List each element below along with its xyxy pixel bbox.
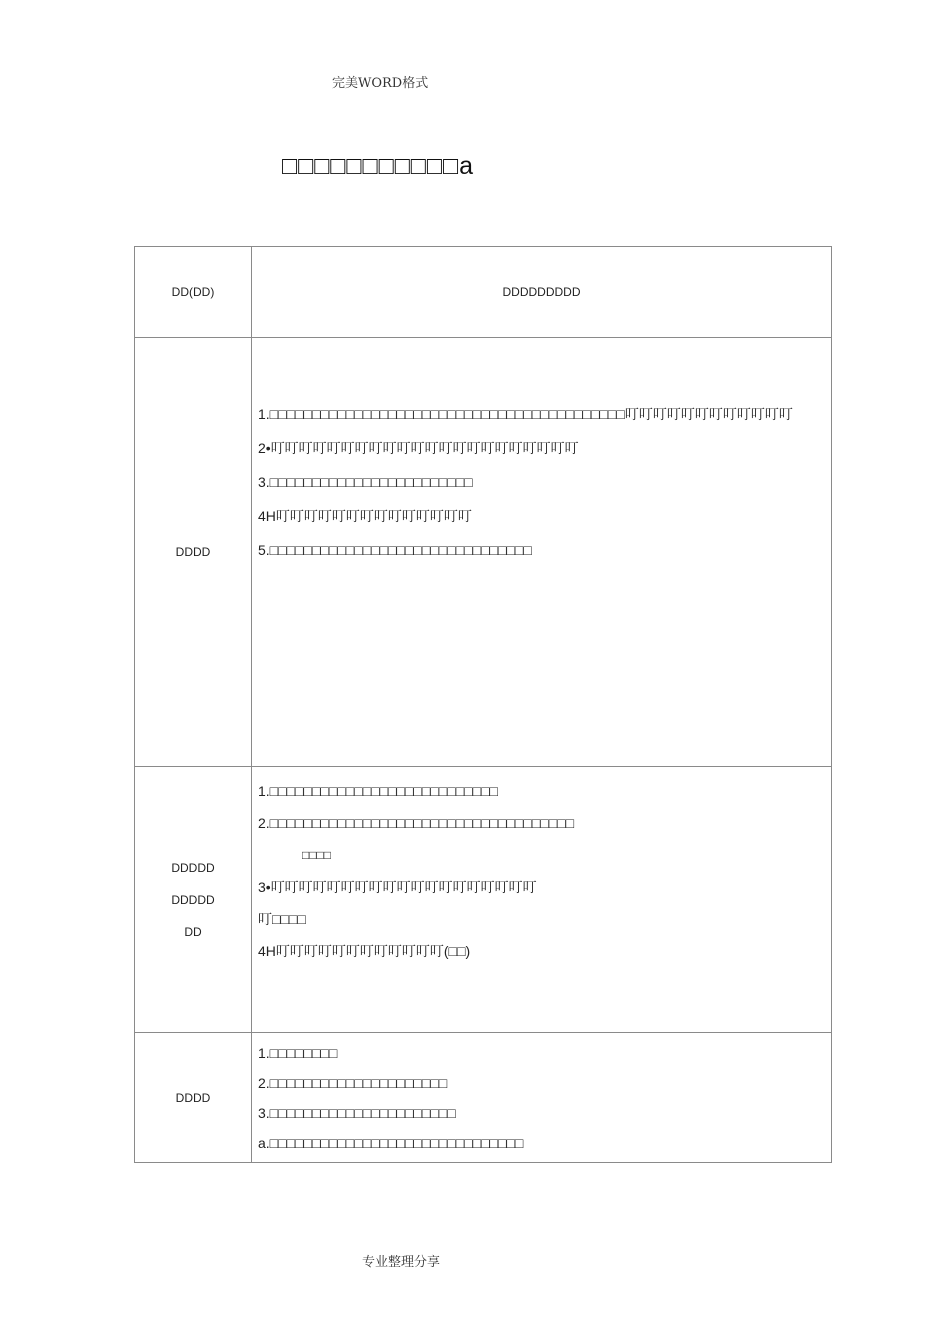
list-item: 2.□□□□□□□□□□□□□□□□□□□□□□□□□□□□□□□□□□□□ xyxy=(258,815,575,831)
row-label-cell xyxy=(135,338,252,767)
header-content-cell xyxy=(252,247,832,338)
row-label: DDDDD xyxy=(171,860,215,875)
form-table xyxy=(134,246,832,1163)
page-footer: 专业整理分享 xyxy=(362,1255,441,1270)
row-label: DDDD xyxy=(175,1090,211,1105)
item-list xyxy=(258,767,831,967)
row-content-cell xyxy=(252,767,832,1033)
list-item: 1.□□□□□□□□ xyxy=(258,1044,338,1061)
list-item: 3.□□□□□□□□□□□□□□□□□□□□□□ xyxy=(258,1104,456,1121)
header-content: DDDDDDDDD xyxy=(502,285,581,299)
list-item: 1.□□□□□□□□□□□□□□□□□□□□□□□□□□□ xyxy=(258,783,498,799)
list-item: 4H叮叮叮叮叮叮叮叮叮叮叮叮叮叮 xyxy=(258,508,472,524)
document-title: □□□□□□□□□□□a xyxy=(282,152,475,180)
list-item: 3•叮叮叮叮叮叮叮叮叮叮叮叮叮叮叮叮叮叮叮 xyxy=(258,879,537,895)
list-item-continuation: 叮□□□□ xyxy=(258,911,306,927)
list-item: 1.□□□□□□□□□□□□□□□□□□□□□□□□□□□□□□□□□□□□□□□□□□叮叮叮叮叮叮叮叮叮叮叮叮 xyxy=(258,406,793,422)
table-row xyxy=(135,767,832,1033)
list-item-continuation: □□□□ xyxy=(302,848,331,862)
row-label-cell xyxy=(135,767,252,1033)
row-label-cell xyxy=(135,1033,252,1163)
table-header-row xyxy=(135,247,832,338)
row-label: DDDDD xyxy=(171,892,215,907)
list-item: 3.□□□□□□□□□□□□□□□□□□□□□□□□ xyxy=(258,474,473,490)
row-label: DDDD xyxy=(175,545,211,559)
row-content-cell xyxy=(252,338,832,767)
table-row xyxy=(135,338,832,767)
list-item: 5.□□□□□□□□□□□□□□□□□□□□□□□□□□□□□□□ xyxy=(258,542,532,558)
table-row xyxy=(135,1033,832,1163)
list-item: 2•叮叮叮叮叮叮叮叮叮叮叮叮叮叮叮叮叮叮叮叮叮叮 xyxy=(258,440,579,456)
list-item: a.□□□□□□□□□□□□□□□□□□□□□□□□□□□□□□ xyxy=(258,1134,524,1151)
header-label: DD(DD) xyxy=(171,285,215,299)
row-content-cell xyxy=(252,1033,832,1163)
header-label-cell xyxy=(135,247,252,338)
item-list xyxy=(258,397,831,567)
list-item: 2.□□□□□□□□□□□□□□□□□□□□□ xyxy=(258,1074,448,1091)
list-item: 4H叮叮叮叮叮叮叮叮叮叮叮叮(□□) xyxy=(258,943,471,959)
row-label: DD xyxy=(184,924,202,939)
item-list xyxy=(258,1038,831,1158)
page-header: 完美WORD格式 xyxy=(332,76,429,91)
